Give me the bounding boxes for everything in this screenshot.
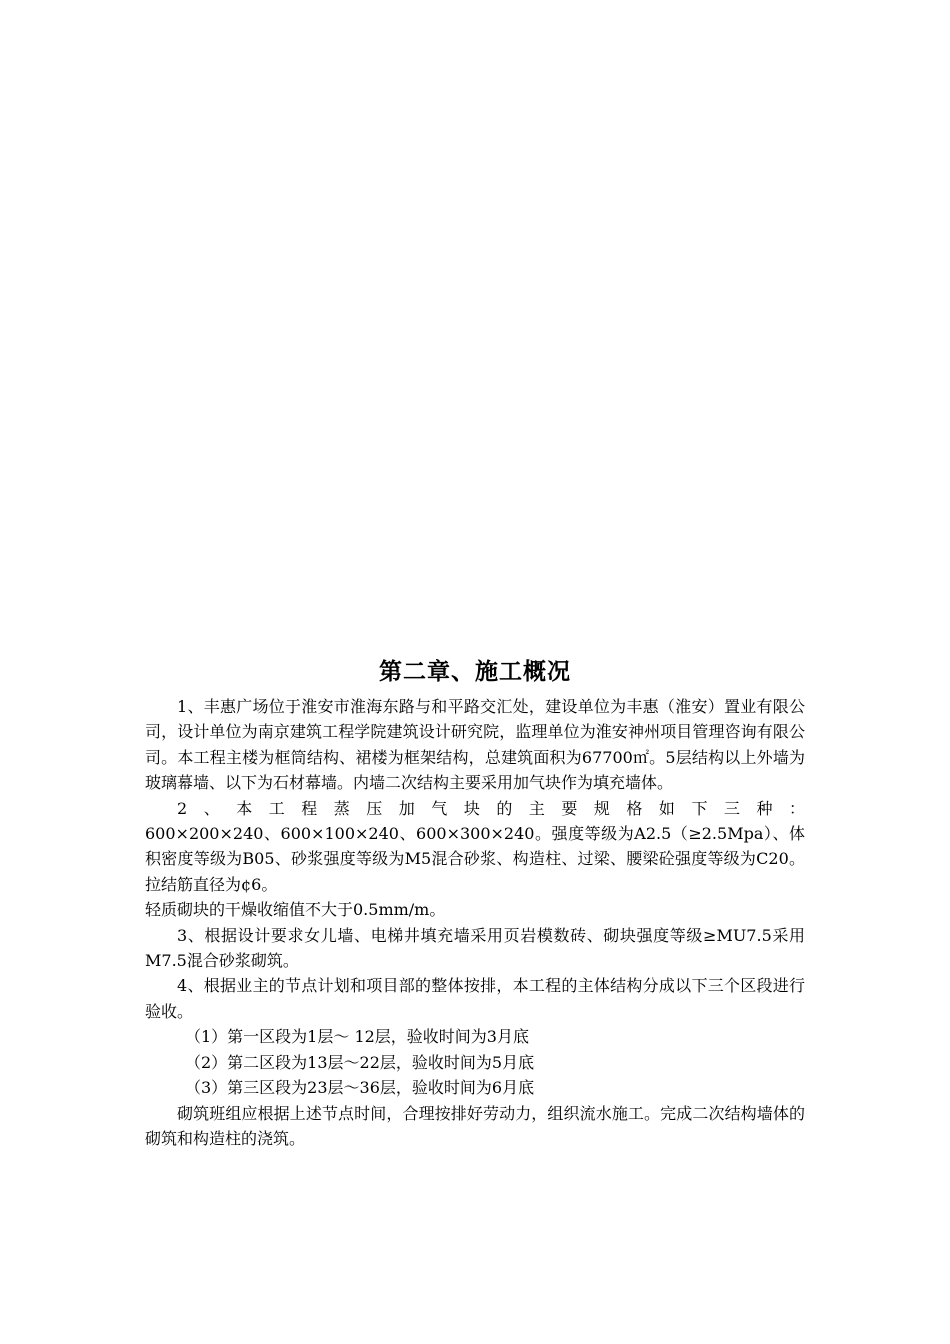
- paragraph-block-spec-details: 600×200×240、600×100×240、600×300×240。强度等级为A2.5（≥2.5Mpa）、体积密度等级为B05、砂浆强度等级为M5混合砂浆、构造柱、过梁、腰梁砼强度等级为C20。拉结筋直径为¢6。: [145, 824, 805, 894]
- paragraph-shrinkage-note: 轻质砌块的干燥收缩值不大于0.5mm/m。: [145, 900, 446, 920]
- paragraph-acceptance-plan: 4、根据业主的节点计划和项目部的整体按排，本工程的主体结构分成以下三个区段进行验收。: [145, 976, 805, 1021]
- chapter-title: 第二章、施工概况: [379, 659, 571, 685]
- zone-item-1: （1）第一区段为1层～ 12层，验收时间为3月底: [185, 1027, 529, 1047]
- document-body: [145, 650, 805, 1151]
- paragraph-parapet-wall: 3、根据设计要求女儿墙、电梯井填充墙采用页岩模数砖、砌块强度等级≥MU7.5采用M7.5混合砂浆砌筑。: [145, 925, 805, 971]
- zone-item-3: （3）第三区段为23层～36层，验收时间为6月底: [185, 1078, 535, 1098]
- paragraph-masonry-team: 砌筑班组应根据上述节点时间，合理按排好劳动力，组织流水施工。完成二次结构墙体的砌筑和构造柱的浇筑。: [145, 1103, 805, 1148]
- zone-item-2: （2）第二区段为13层～22层，验收时间为5月底: [185, 1052, 535, 1072]
- paragraph-project-location: 1、丰惠广场位于淮安市淮海东路与和平路交汇处，建设单位为丰惠（淮安）置业有限公司，设计单位为南京建筑工程学院建筑设计研究院，监理单位为淮安神州项目管理咨询有限公司。本工程主楼为框筒结构、裙楼为框架结构，总建筑面积为67700㎡。5层结构以上外墙为玻璃幕墙、以下为石材幕墙。内墙二次结构主要采用加气块作为填充墙体。: [145, 697, 805, 793]
- paragraph-block-spec-intro: 2、本工程蒸压加气块的主要规格如下三种：: [177, 798, 805, 818]
